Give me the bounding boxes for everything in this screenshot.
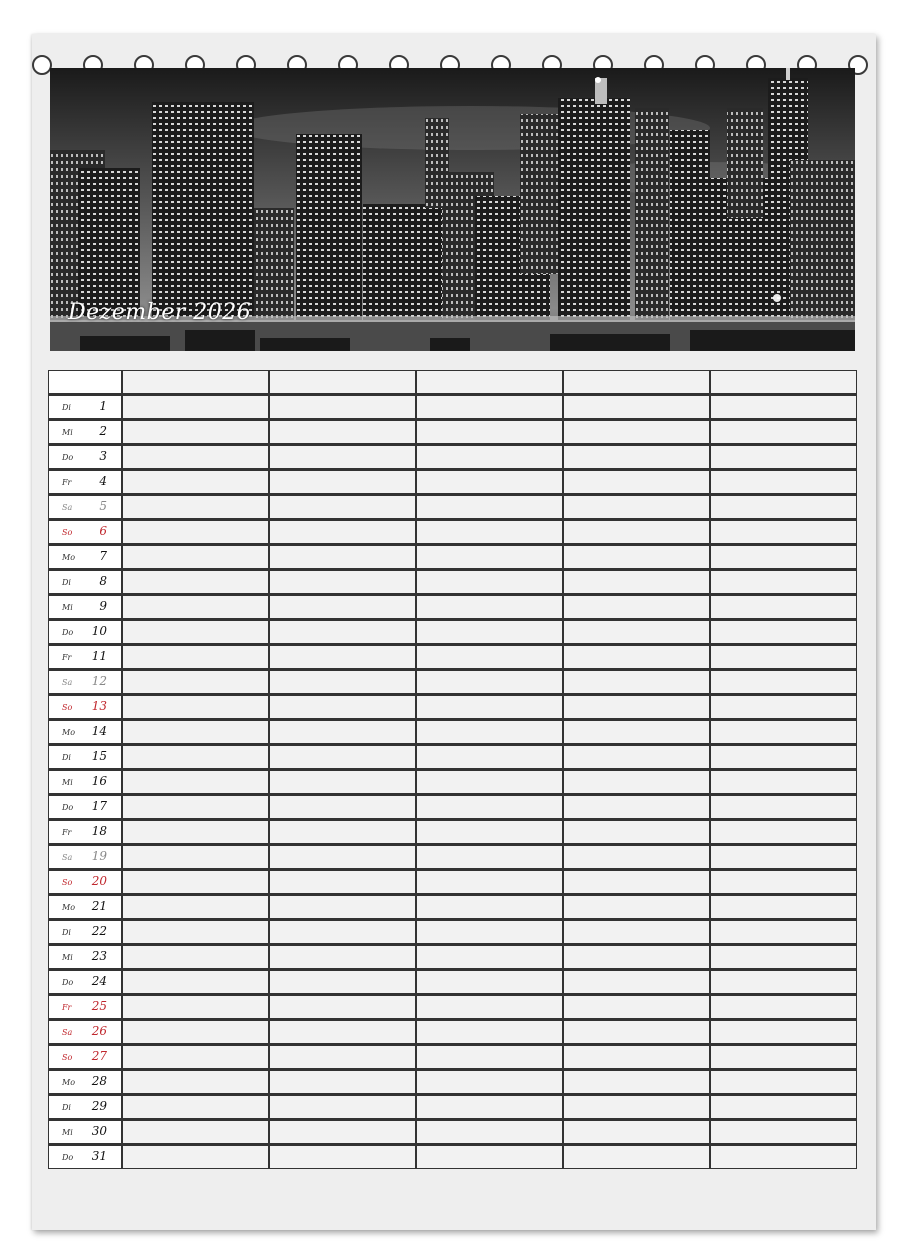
entry-cell[interactable] [122, 469, 269, 494]
weekday-label: Mi [62, 778, 73, 787]
entry-cell[interactable] [416, 744, 563, 769]
column-header-3[interactable] [416, 370, 563, 394]
entry-cell[interactable] [563, 1119, 710, 1144]
day-number: 6 [99, 524, 107, 538]
entry-cell[interactable] [269, 944, 416, 969]
entry-cell[interactable] [269, 794, 416, 819]
weekday-label: So [62, 528, 73, 537]
day-row [48, 1044, 857, 1069]
day-label-cell [48, 569, 122, 594]
day-number: 12 [91, 674, 107, 688]
entry-cell[interactable] [122, 1094, 269, 1119]
entry-cell[interactable] [269, 994, 416, 1019]
entry-cell[interactable] [416, 519, 563, 544]
weekday-label: Mo [62, 728, 76, 737]
day-number: 1 [99, 399, 107, 413]
day-row [48, 769, 857, 794]
day-number: 9 [99, 599, 107, 613]
day-label-cell [48, 444, 122, 469]
binding-ring [32, 55, 52, 75]
entry-cell[interactable] [416, 444, 563, 469]
entry-cell[interactable] [416, 1144, 563, 1169]
day-row [48, 644, 857, 669]
entry-cell[interactable] [710, 794, 857, 819]
entry-cell[interactable] [710, 894, 857, 919]
entry-cell[interactable] [122, 419, 269, 444]
entry-cell[interactable] [710, 544, 857, 569]
weekday-label: Mi [62, 428, 73, 437]
weekday-label: Mo [62, 903, 76, 912]
entry-cell[interactable] [710, 744, 857, 769]
entry-cell[interactable] [710, 819, 857, 844]
day-label-cell [48, 519, 122, 544]
weekday-label: Mo [62, 1078, 76, 1087]
entry-cell[interactable] [710, 944, 857, 969]
entry-cell[interactable] [416, 944, 563, 969]
day-number: 5 [99, 499, 107, 513]
entry-cell[interactable] [710, 594, 857, 619]
entry-cell[interactable] [269, 444, 416, 469]
day-number: 21 [91, 899, 107, 913]
weekday-label: Mo [62, 553, 76, 562]
day-number: 14 [91, 724, 107, 738]
entry-cell[interactable] [710, 619, 857, 644]
day-number: 31 [91, 1149, 107, 1163]
weekday-label: Fr [62, 653, 72, 662]
entry-cell[interactable] [710, 519, 857, 544]
entry-cell[interactable] [122, 1019, 269, 1044]
day-number: 13 [91, 699, 107, 713]
entry-cell[interactable] [122, 944, 269, 969]
day-row [48, 1069, 857, 1094]
day-number: 7 [99, 549, 107, 563]
entry-cell[interactable] [710, 569, 857, 594]
day-row [48, 394, 857, 419]
entry-cell[interactable] [416, 769, 563, 794]
entry-cell[interactable] [122, 819, 269, 844]
weekday-label: Sa [62, 678, 73, 687]
day-row [48, 444, 857, 469]
entry-cell[interactable] [269, 469, 416, 494]
day-label-cell [48, 669, 122, 694]
entry-cell[interactable] [710, 469, 857, 494]
column-header-2[interactable] [269, 370, 416, 394]
entry-cell[interactable] [122, 894, 269, 919]
weekday-label: Sa [62, 1028, 73, 1037]
weekday-label: Di [62, 1103, 71, 1112]
day-label-cell [48, 969, 122, 994]
entry-cell[interactable] [269, 1044, 416, 1069]
day-label-cell [48, 769, 122, 794]
entry-cell[interactable] [563, 744, 710, 769]
entry-cell[interactable] [416, 619, 563, 644]
weekday-label: Sa [62, 503, 73, 512]
entry-cell[interactable] [710, 1144, 857, 1169]
entry-cell[interactable] [122, 669, 269, 694]
entry-cell[interactable] [710, 444, 857, 469]
day-number: 26 [91, 1024, 107, 1038]
entry-cell[interactable] [269, 769, 416, 794]
entry-cell[interactable] [563, 919, 710, 944]
day-row [48, 919, 857, 944]
entry-cell[interactable] [710, 869, 857, 894]
entry-cell[interactable] [416, 894, 563, 919]
day-row [48, 794, 857, 819]
entry-cell[interactable] [563, 394, 710, 419]
entry-cell[interactable] [710, 919, 857, 944]
day-label-cell [48, 744, 122, 769]
entry-cell[interactable] [122, 619, 269, 644]
weekday-label: So [62, 703, 73, 712]
day-label-cell [48, 894, 122, 919]
day-label-cell [48, 419, 122, 444]
entry-cell[interactable] [563, 694, 710, 719]
entry-cell[interactable] [122, 769, 269, 794]
month-title: Dezember 2026 [68, 300, 252, 325]
day-label-cell [48, 469, 122, 494]
day-label-cell [48, 394, 122, 419]
day-row [48, 894, 857, 919]
day-label-cell [48, 1019, 122, 1044]
entry-cell[interactable] [710, 1119, 857, 1144]
entry-cell[interactable] [269, 1069, 416, 1094]
entry-cell[interactable] [269, 919, 416, 944]
entry-cell[interactable] [710, 719, 857, 744]
entry-cell[interactable] [122, 644, 269, 669]
day-row [48, 969, 857, 994]
entry-cell[interactable] [269, 644, 416, 669]
entry-cell[interactable] [122, 519, 269, 544]
entry-cell[interactable] [269, 719, 416, 744]
entry-cell[interactable] [269, 969, 416, 994]
entry-cell[interactable] [563, 644, 710, 669]
entry-cell[interactable] [710, 1044, 857, 1069]
entry-cell[interactable] [563, 844, 710, 869]
entry-cell[interactable] [563, 519, 710, 544]
entry-cell[interactable] [416, 669, 563, 694]
day-label-cell [48, 1144, 122, 1169]
weekday-label: So [62, 1053, 73, 1062]
entry-cell[interactable] [122, 744, 269, 769]
weekday-label: Fr [62, 478, 72, 487]
entry-cell[interactable] [122, 869, 269, 894]
entry-cell[interactable] [122, 494, 269, 519]
day-row [48, 619, 857, 644]
entry-cell[interactable] [122, 544, 269, 569]
entry-cell[interactable] [563, 819, 710, 844]
entry-cell[interactable] [416, 869, 563, 894]
entry-cell[interactable] [416, 994, 563, 1019]
day-number: 10 [91, 624, 107, 638]
entry-cell[interactable] [122, 794, 269, 819]
day-row [48, 869, 857, 894]
day-number: 23 [91, 949, 107, 963]
entry-cell[interactable] [416, 794, 563, 819]
entry-cell[interactable] [563, 469, 710, 494]
weekday-label: Mi [62, 953, 73, 962]
entry-cell[interactable] [416, 694, 563, 719]
entry-cell[interactable] [416, 1019, 563, 1044]
day-number: 28 [91, 1074, 107, 1088]
entry-cell[interactable] [269, 819, 416, 844]
entry-cell[interactable] [269, 594, 416, 619]
entry-cell[interactable] [416, 1069, 563, 1094]
entry-cell[interactable] [269, 744, 416, 769]
entry-cell[interactable] [563, 719, 710, 744]
entry-cell[interactable] [416, 644, 563, 669]
column-header-5[interactable] [710, 370, 857, 394]
day-label-cell [48, 719, 122, 744]
entry-cell[interactable] [710, 1069, 857, 1094]
entry-cell[interactable] [269, 1019, 416, 1044]
day-number: 22 [91, 924, 107, 938]
weekday-label: Fr [62, 828, 72, 837]
entry-cell[interactable] [122, 844, 269, 869]
entry-cell[interactable] [122, 594, 269, 619]
entry-cell[interactable] [122, 719, 269, 744]
entry-cell[interactable] [563, 1019, 710, 1044]
entry-cell[interactable] [710, 1019, 857, 1044]
entry-cell[interactable] [416, 969, 563, 994]
entry-cell[interactable] [563, 419, 710, 444]
day-label-cell [48, 594, 122, 619]
entry-cell[interactable] [269, 869, 416, 894]
entry-cell[interactable] [269, 494, 416, 519]
entry-cell[interactable] [416, 1119, 563, 1144]
weekday-label: Di [62, 578, 71, 587]
entry-cell[interactable] [710, 494, 857, 519]
entry-cell[interactable] [269, 844, 416, 869]
day-row [48, 694, 857, 719]
entry-cell[interactable] [416, 719, 563, 744]
day-row [48, 419, 857, 444]
day-number: 2 [99, 424, 107, 438]
day-number: 17 [91, 799, 107, 813]
entry-cell[interactable] [269, 669, 416, 694]
entry-cell[interactable] [416, 419, 563, 444]
entry-cell[interactable] [122, 1044, 269, 1069]
entry-cell[interactable] [710, 394, 857, 419]
day-number: 25 [91, 999, 107, 1013]
weekday-label: So [62, 878, 73, 887]
entry-cell[interactable] [563, 794, 710, 819]
entry-cell[interactable] [563, 769, 710, 794]
day-row [48, 1094, 857, 1119]
entry-cell[interactable] [710, 669, 857, 694]
day-row [48, 1119, 857, 1144]
entry-cell[interactable] [563, 619, 710, 644]
entry-cell[interactable] [269, 569, 416, 594]
entry-cell[interactable] [416, 594, 563, 619]
day-row [48, 819, 857, 844]
entry-cell[interactable] [416, 469, 563, 494]
weekday-label: Do [62, 453, 74, 462]
day-number: 29 [91, 1099, 107, 1113]
entry-cell[interactable] [269, 1144, 416, 1169]
day-label-cell [48, 919, 122, 944]
entry-cell[interactable] [563, 969, 710, 994]
entry-cell[interactable] [416, 844, 563, 869]
day-label-cell [48, 544, 122, 569]
day-number: 27 [91, 1049, 107, 1063]
weekday-label: Do [62, 628, 74, 637]
entry-cell[interactable] [710, 969, 857, 994]
day-row [48, 494, 857, 519]
entry-cell[interactable] [122, 694, 269, 719]
entry-cell[interactable] [416, 569, 563, 594]
day-label-cell [48, 644, 122, 669]
entry-cell[interactable] [563, 669, 710, 694]
entry-cell[interactable] [269, 1119, 416, 1144]
entry-cell[interactable] [122, 1144, 269, 1169]
entry-cell[interactable] [416, 919, 563, 944]
day-row [48, 1144, 857, 1169]
day-number: 3 [99, 449, 107, 463]
day-label-cell [48, 1119, 122, 1144]
day-label-cell [48, 1069, 122, 1094]
day-label-cell [48, 794, 122, 819]
day-row [48, 844, 857, 869]
entry-cell[interactable] [563, 1044, 710, 1069]
day-label-cell [48, 619, 122, 644]
weekday-label: Mi [62, 603, 73, 612]
entry-cell[interactable] [563, 994, 710, 1019]
weekday-label: Di [62, 928, 71, 937]
entry-cell[interactable] [122, 994, 269, 1019]
day-row [48, 544, 857, 569]
day-number: 24 [91, 974, 107, 988]
entry-cell[interactable] [416, 819, 563, 844]
column-header-1[interactable] [122, 370, 269, 394]
entry-cell[interactable] [710, 694, 857, 719]
entry-cell[interactable] [563, 569, 710, 594]
entry-cell[interactable] [563, 494, 710, 519]
weekday-label: Sa [62, 853, 73, 862]
day-number: 4 [99, 474, 107, 488]
entry-cell[interactable] [269, 1094, 416, 1119]
day-label-cell [48, 1044, 122, 1069]
day-number: 15 [91, 749, 107, 763]
entry-cell[interactable] [416, 544, 563, 569]
entry-cell[interactable] [563, 894, 710, 919]
day-label-cell [48, 844, 122, 869]
entry-cell[interactable] [122, 569, 269, 594]
header-day-cell [48, 370, 122, 394]
family-planner-grid [48, 370, 857, 1169]
entry-cell[interactable] [563, 444, 710, 469]
day-row [48, 1019, 857, 1044]
day-label-cell [48, 944, 122, 969]
day-row [48, 719, 857, 744]
day-label-cell [48, 694, 122, 719]
day-row [48, 669, 857, 694]
entry-cell[interactable] [122, 969, 269, 994]
entry-cell[interactable] [269, 894, 416, 919]
weekday-label: Di [62, 753, 71, 762]
day-row [48, 519, 857, 544]
entry-cell[interactable] [416, 1044, 563, 1069]
day-row [48, 744, 857, 769]
entry-cell[interactable] [710, 419, 857, 444]
day-label-cell [48, 1094, 122, 1119]
day-row [48, 569, 857, 594]
entry-cell[interactable] [122, 394, 269, 419]
entry-cell[interactable] [416, 394, 563, 419]
entry-cell[interactable] [710, 644, 857, 669]
entry-cell[interactable] [563, 869, 710, 894]
entry-cell[interactable] [122, 444, 269, 469]
day-row [48, 469, 857, 494]
header-row [48, 370, 857, 394]
day-row [48, 994, 857, 1019]
day-number: 19 [91, 849, 107, 863]
entry-cell[interactable] [122, 919, 269, 944]
day-number: 11 [91, 649, 107, 663]
entry-cell[interactable] [563, 1094, 710, 1119]
entry-cell[interactable] [563, 594, 710, 619]
entry-cell[interactable] [269, 519, 416, 544]
entry-cell[interactable] [563, 1144, 710, 1169]
entry-cell[interactable] [269, 419, 416, 444]
entry-cell[interactable] [710, 994, 857, 1019]
entry-cell[interactable] [269, 694, 416, 719]
day-label-cell [48, 994, 122, 1019]
weekday-label: Di [62, 403, 71, 412]
day-number: 16 [91, 774, 107, 788]
day-number: 18 [91, 824, 107, 838]
entry-cell[interactable] [563, 1069, 710, 1094]
entry-cell[interactable] [710, 769, 857, 794]
entry-cell[interactable] [269, 544, 416, 569]
weekday-label: Mi [62, 1128, 73, 1137]
day-number: 8 [99, 574, 107, 588]
day-label-cell [48, 869, 122, 894]
entry-cell[interactable] [269, 394, 416, 419]
entry-cell[interactable] [122, 1069, 269, 1094]
entry-cell[interactable] [269, 619, 416, 644]
entry-cell[interactable] [416, 1094, 563, 1119]
entry-cell[interactable] [122, 1119, 269, 1144]
day-row [48, 594, 857, 619]
day-label-cell [48, 819, 122, 844]
day-number: 30 [91, 1124, 107, 1138]
weekday-label: Do [62, 978, 74, 987]
weekday-label: Fr [62, 1003, 72, 1012]
weekday-label: Do [62, 1153, 74, 1162]
day-number: 20 [91, 874, 107, 888]
day-label-cell [48, 494, 122, 519]
entry-cell[interactable] [416, 494, 563, 519]
weekday-label: Do [62, 803, 74, 812]
entry-cell[interactable] [563, 944, 710, 969]
entry-cell[interactable] [710, 1094, 857, 1119]
entry-cell[interactable] [563, 544, 710, 569]
entry-cell[interactable] [710, 844, 857, 869]
day-row [48, 944, 857, 969]
column-header-4[interactable] [563, 370, 710, 394]
